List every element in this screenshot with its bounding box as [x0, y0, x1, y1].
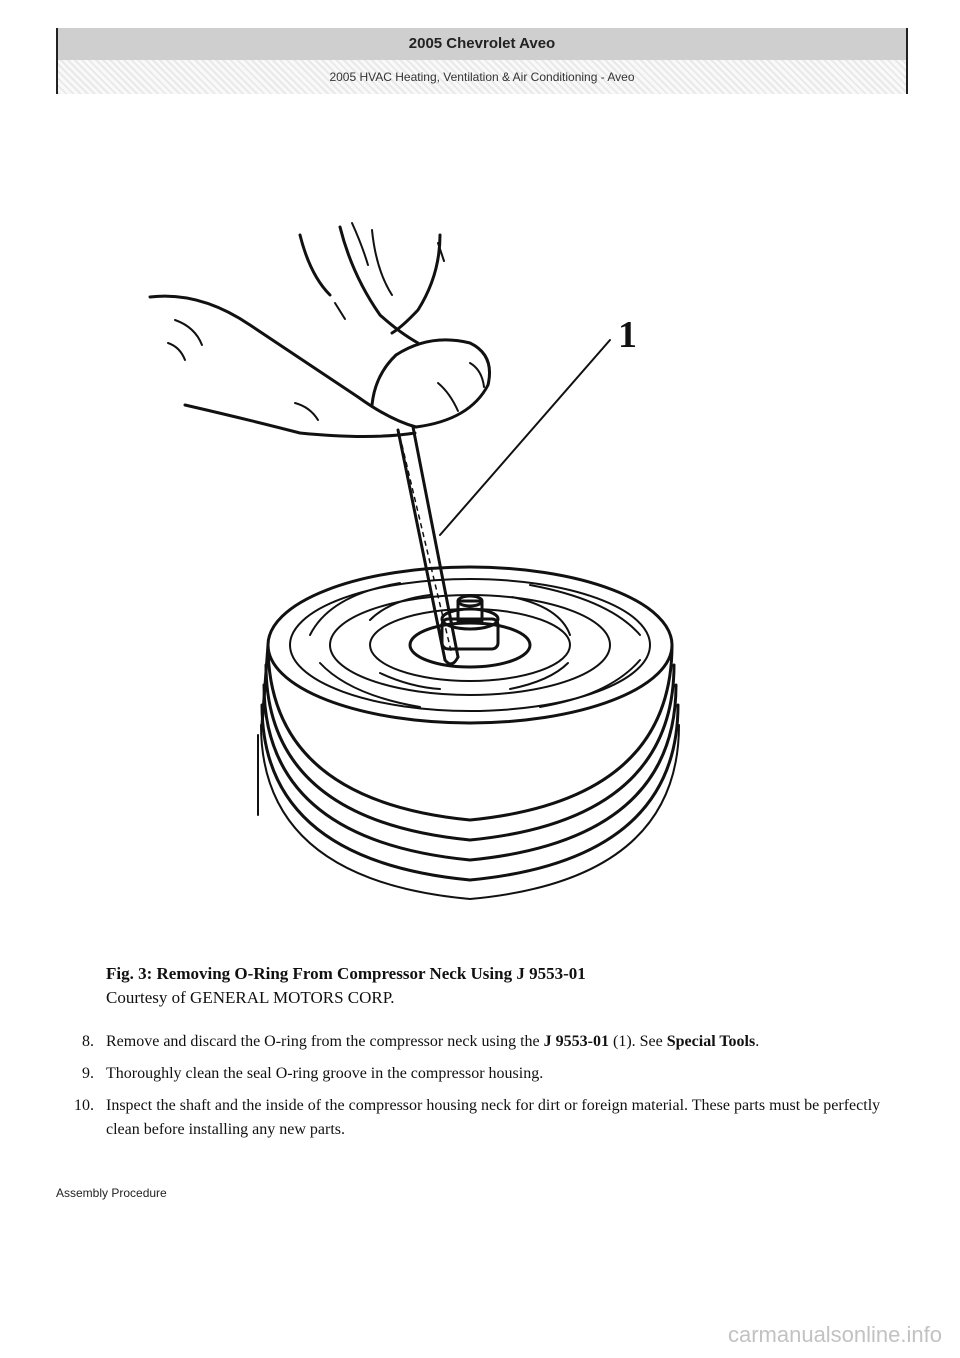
step-text	[106, 1030, 916, 1054]
step-number: 8.	[82, 1033, 94, 1050]
caption-credit: Courtesy of GENERAL MOTORS CORP.	[106, 988, 395, 1007]
step-text-part: Remove and discard the O-ring from the compressor neck using the	[106, 1033, 544, 1050]
tool-reference: J 9553-01	[543, 1033, 609, 1050]
step-text-part: (1). See	[608, 1033, 667, 1050]
step-text: Inspect the shaft and the inside of the compressor housing neck for dirt or foreign material. These parts must be perfectly clean before installing any new parts.	[106, 1097, 881, 1138]
list-item	[56, 1062, 916, 1086]
step-number: 9.	[82, 1065, 94, 1082]
figure-illustration	[140, 215, 700, 905]
list-item	[56, 1094, 916, 1142]
step-number: 10.	[74, 1097, 94, 1114]
step-text: Thoroughly clean the seal O-ring groove in the compressor housing.	[106, 1065, 544, 1082]
callout-label: 1	[618, 314, 637, 356]
section-heading: Assembly Procedure	[56, 1186, 167, 1200]
header-subtitle: 2005 HVAC Heating, Ventilation & Air Conditioning - Aveo	[58, 60, 906, 94]
page-header	[56, 28, 908, 94]
procedure-steps	[56, 1030, 916, 1150]
list-item	[56, 1030, 916, 1054]
caption-title: Fig. 3: Removing O-Ring From Compressor Neck Using J 9553-01	[106, 964, 586, 983]
figure-caption	[106, 962, 906, 1010]
special-tools-link[interactable]: Special Tools	[666, 1033, 756, 1050]
watermark: carmanualsonline.info	[727, 1322, 942, 1347]
header-title: 2005 Chevrolet Aveo	[58, 28, 906, 60]
step-text-part: .	[755, 1033, 760, 1050]
